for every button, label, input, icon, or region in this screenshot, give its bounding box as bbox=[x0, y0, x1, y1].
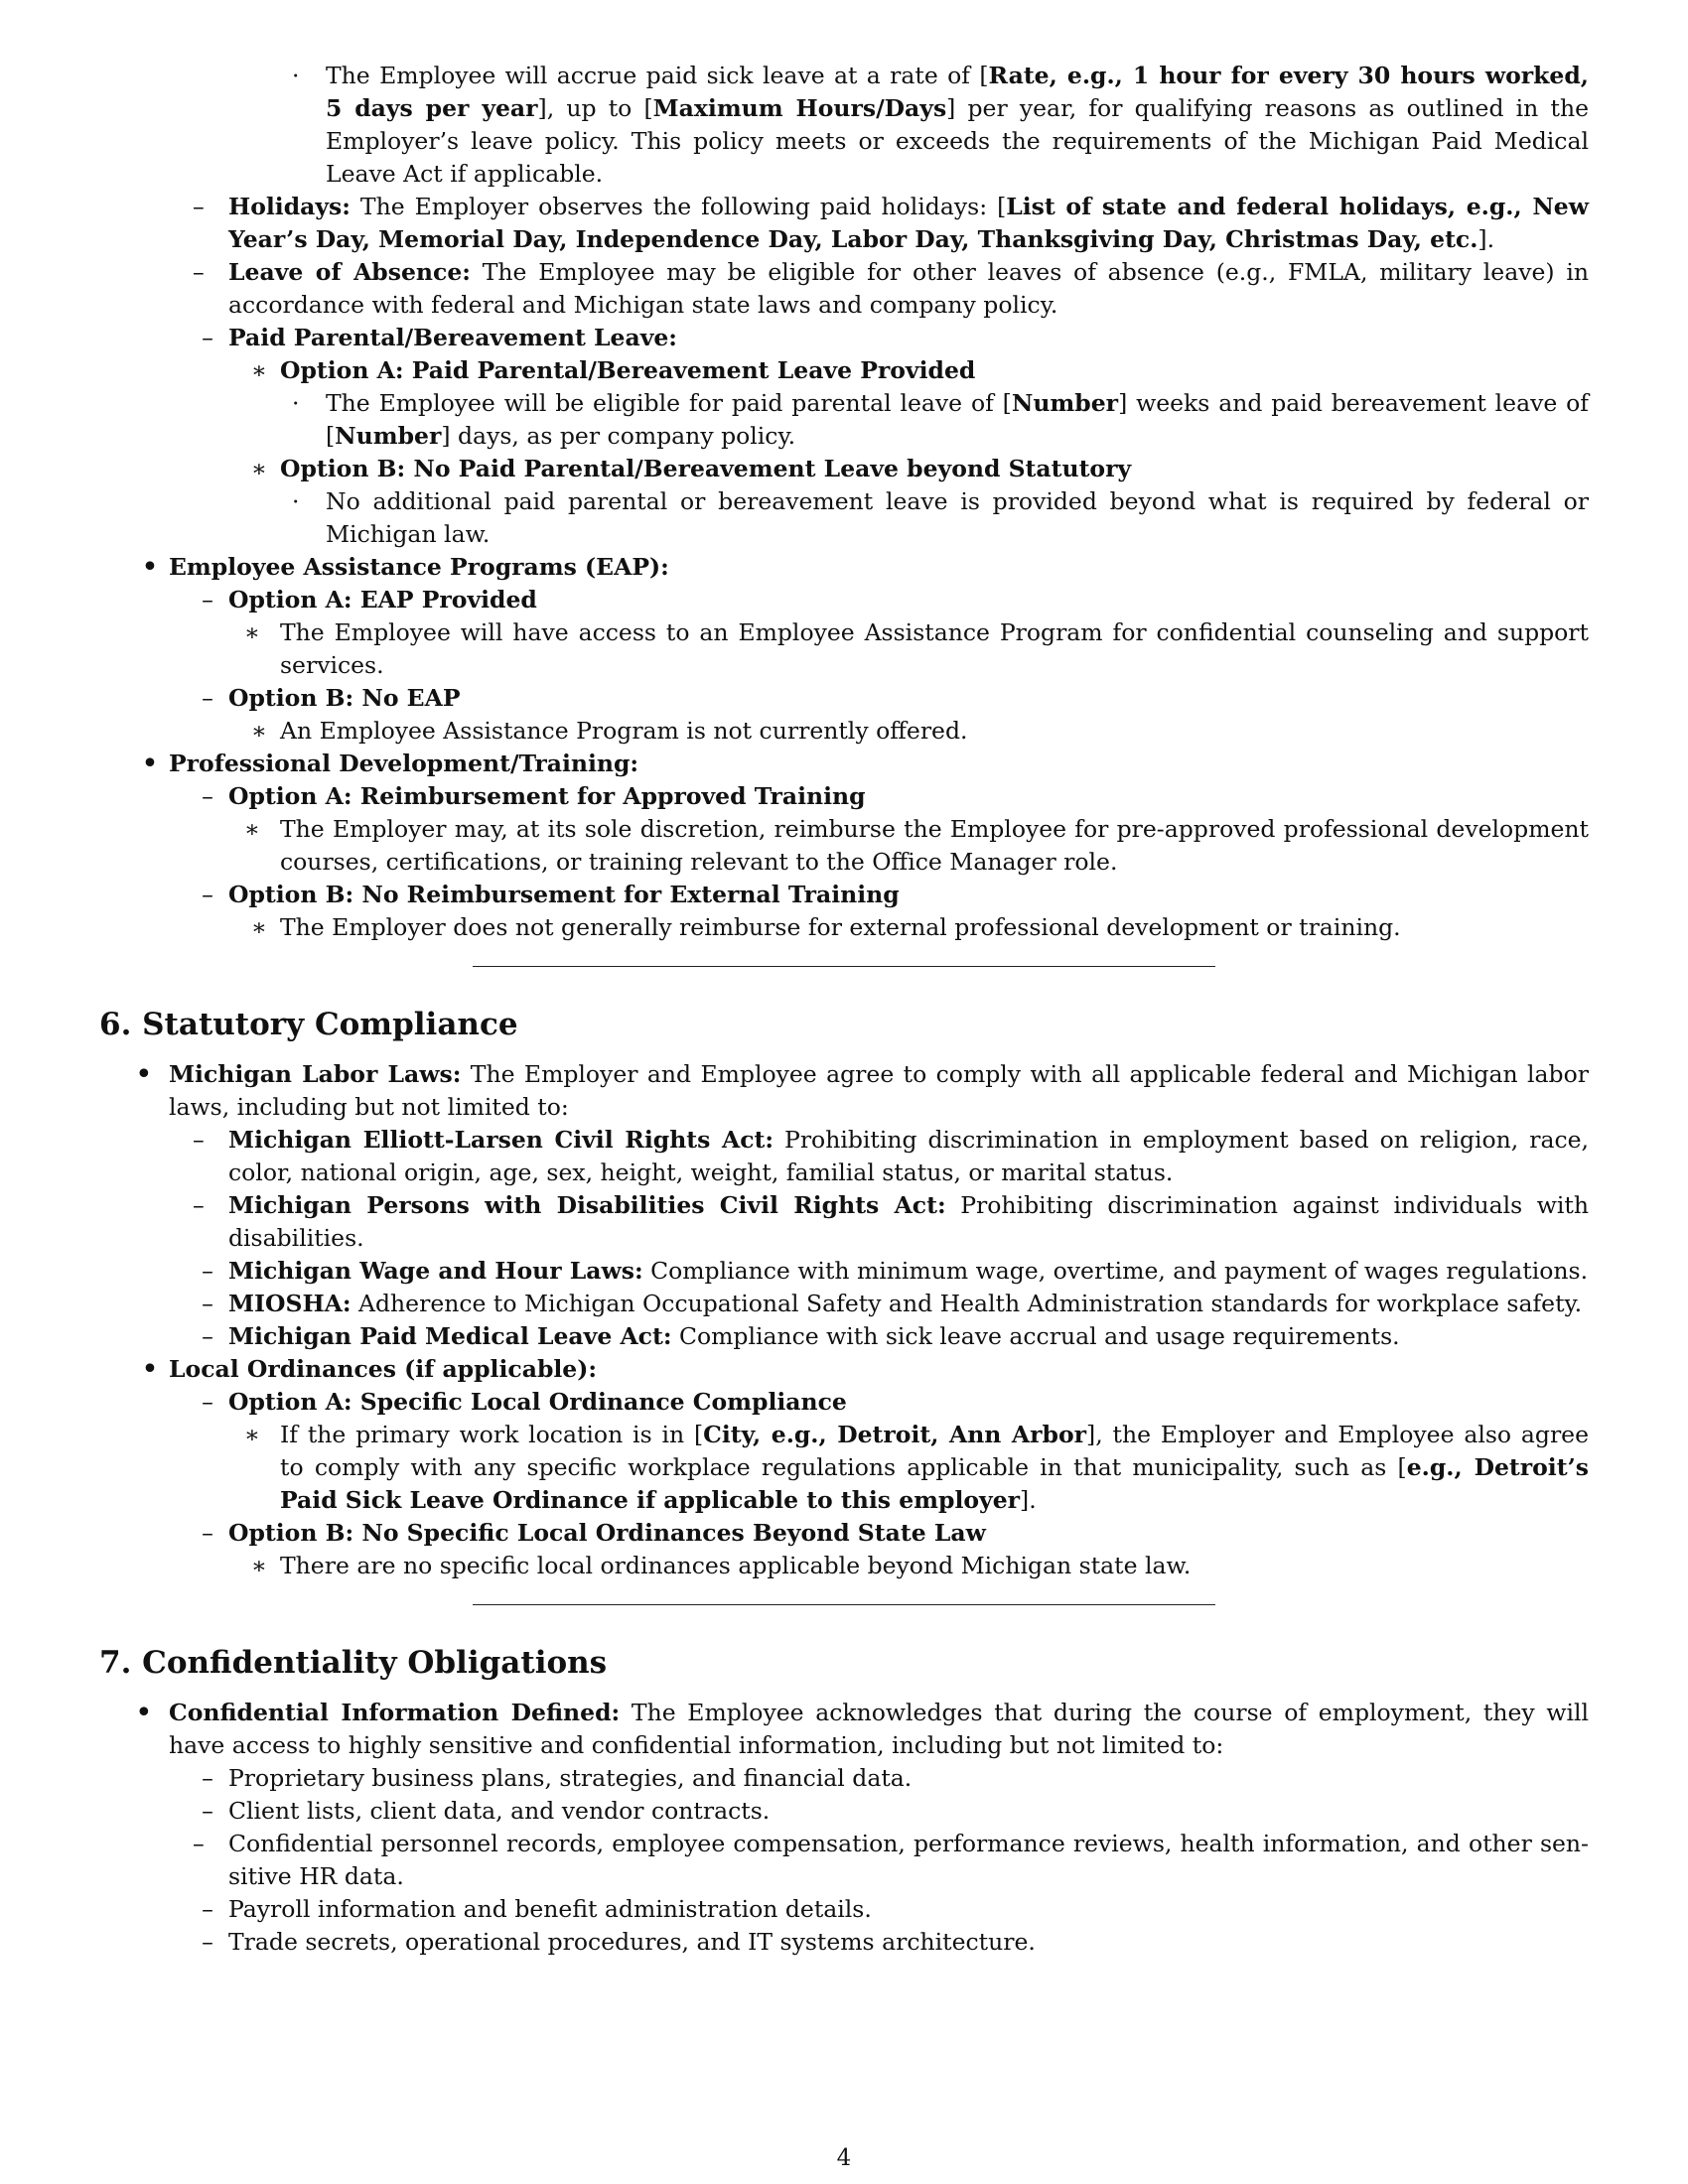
parental-option-a-text: [Number] days, as per company policy. bbox=[326, 422, 796, 450]
confidential-list-item: – Trade secrets, operational procedures, and IT systems architecture. bbox=[99, 1926, 1589, 1959]
labor-laws-item-cont: laws, including but not limited to: bbox=[169, 1093, 569, 1121]
pwdcra-item: – Michigan Persons with Disabilities Civil Rights Act: Prohibiting discrimination against individuals with bbox=[99, 1189, 1589, 1222]
local-option-a: – Option A: Specific Local Ordinance Compliance bbox=[99, 1386, 1589, 1419]
eap-option-a-text: services. bbox=[280, 651, 384, 679]
dash-marker: – bbox=[193, 193, 205, 220]
dash-marker: – bbox=[202, 1388, 213, 1416]
local-option-a-text: Paid Sick Leave Ordinance if applicable to this employer]. bbox=[280, 1486, 1037, 1514]
dot-marker: · bbox=[292, 62, 300, 89]
dash-marker: – bbox=[193, 1191, 205, 1219]
parental-option-b: ∗ Option B: No Paid Parental/Bereavement Leave beyond Statutory bbox=[99, 453, 1589, 485]
confidential-list-item: – Confidential personnel records, employee compensation, performance reviews, health information, and other sen- bbox=[99, 1828, 1589, 1860]
local-ordinances-item: • Local Ordinances (if applicable): bbox=[99, 1353, 1589, 1386]
section-divider bbox=[473, 1604, 1215, 1605]
dash-marker: – bbox=[202, 1519, 213, 1547]
parental-option-b-text: · No additional paid parental or bereavement leave is provided beyond what is required by federal or bbox=[99, 485, 1589, 518]
pwdcra-item-cont: disabilities. bbox=[228, 1224, 364, 1252]
dash-marker: – bbox=[193, 1830, 205, 1857]
section-6-heading: 6. Statutory Compliance bbox=[99, 1007, 518, 1042]
wage-hour-item: – Michigan Wage and Hour Laws: Compliance with minimum wage, overtime, and payment of wages regulations. bbox=[99, 1255, 1589, 1288]
star-marker: ∗ bbox=[244, 1421, 260, 1448]
star-marker: ∗ bbox=[251, 455, 267, 482]
dash-marker: – bbox=[202, 881, 213, 908]
bullet-marker: • bbox=[135, 1057, 153, 1092]
training-option-a-text: ∗ The Employer may, at its sole discretion, reimburse the Employee for pre-approved professional development bbox=[99, 813, 1589, 846]
dash-marker: – bbox=[202, 684, 213, 712]
labor-laws-item: • Michigan Labor Laws: The Employer and Employee agree to comply with all applicable federal and Michigan labor bbox=[135, 1057, 1589, 1092]
dash-marker: – bbox=[202, 1257, 213, 1285]
dash-marker: – bbox=[202, 1895, 213, 1923]
local-option-b: – Option B: No Specific Local Ordinances Beyond State Law bbox=[99, 1517, 1589, 1550]
dash-marker: – bbox=[202, 1797, 213, 1825]
confidential-info-item-cont: have access to highly sensitive and confidential information, including but not limited to: bbox=[169, 1731, 1224, 1759]
local-option-a-text: ∗ If the primary work location is in [City, e.g., Detroit, Ann Arbor], the Employer and Employee also agree bbox=[99, 1419, 1589, 1451]
section-7-heading: 7. Confidentiality Obligations bbox=[99, 1645, 608, 1681]
eap-option-a-text: ∗ The Employee will have access to an Employee Assistance Program for confidential counseling and support bbox=[99, 616, 1589, 649]
holidays-item-cont: Year’s Day, Memorial Day, Independence Day, Labor Day, Thanksgiving Day, Christmas Day, etc.]. bbox=[228, 225, 1495, 253]
confidential-info-item: • Confidential Information Defined: The Employee acknowledges that during the course of employment, they will bbox=[135, 1696, 1589, 1730]
confidential-list-item: – Payroll information and benefit administration details. bbox=[99, 1893, 1589, 1926]
sick-leave-line: · The Employee will accrue paid sick leave at a rate of [Rate, e.g., 1 hour for every 30 hours worked, bbox=[99, 60, 1589, 92]
leave-absence-item: – Leave of Absence: The Employee may be eligible for other leaves of absence (e.g., FMLA, military leave) in bbox=[99, 256, 1589, 289]
star-marker: ∗ bbox=[251, 717, 267, 745]
training-option-b: – Option B: No Reimbursement for External Training bbox=[99, 879, 1589, 911]
bullet-marker: • bbox=[135, 1696, 153, 1730]
local-option-b-text: ∗ There are no specific local ordinances applicable beyond Michigan state law. bbox=[99, 1550, 1589, 1582]
holidays-item: – Holidays: The Employer observes the following paid holidays: [List of state and federal holidays, e.g., New bbox=[99, 191, 1589, 223]
page-number: 4 bbox=[836, 2145, 852, 2171]
local-option-a-text: to comply with any specific workplace regulations applicable in that municipality, such as [e.g., Detroit’s bbox=[280, 1453, 1590, 1481]
confidential-list-item: – Client lists, client data, and vendor contracts. bbox=[99, 1795, 1589, 1828]
eap-item: • Employee Assistance Programs (EAP): bbox=[99, 551, 1589, 584]
parental-option-b-text: Michigan law. bbox=[326, 520, 491, 548]
document-page bbox=[99, 60, 1589, 1959]
training-option-b-text: ∗ The Employer does not generally reimburse for external professional development or training. bbox=[99, 911, 1589, 944]
star-marker: ∗ bbox=[244, 618, 260, 646]
dot-marker: · bbox=[292, 487, 300, 515]
star-marker: ∗ bbox=[251, 1552, 267, 1579]
miosha-item: – MIOSHA: Adherence to Michigan Occupational Safety and Health Administration standards for workplace safety. bbox=[99, 1288, 1589, 1320]
bullet-marker: • bbox=[141, 1352, 159, 1387]
eap-option-a: – Option A: EAP Provided bbox=[99, 584, 1589, 616]
section-divider bbox=[473, 966, 1215, 967]
parental-option-a: ∗ Option A: Paid Parental/Bereavement Leave Provided bbox=[99, 354, 1589, 387]
dot-marker: · bbox=[292, 389, 300, 417]
bullet-marker: • bbox=[141, 550, 159, 585]
dash-marker: – bbox=[202, 1764, 213, 1792]
parental-option-a-text: · The Employee will be eligible for paid parental leave of [Number] weeks and paid bereavement leave of bbox=[99, 387, 1589, 420]
training-option-a: – Option A: Reimbursement for Approved Training bbox=[99, 780, 1589, 813]
parental-item: – Paid Parental/Bereavement Leave: bbox=[99, 322, 1589, 354]
training-item: • Professional Development/Training: bbox=[99, 748, 1589, 780]
dash-marker: – bbox=[202, 782, 213, 810]
confidential-list-item: – Proprietary business plans, strategies, and financial data. bbox=[99, 1762, 1589, 1795]
eap-option-b-text: ∗ An Employee Assistance Program is not currently offered. bbox=[99, 715, 1589, 748]
training-option-a-text: courses, certifications, or training relevant to the Office Manager role. bbox=[280, 848, 1118, 876]
eap-option-b: – Option B: No EAP bbox=[99, 682, 1589, 715]
dash-marker: – bbox=[193, 258, 205, 286]
confidential-list-item-cont: sitive HR data. bbox=[228, 1862, 404, 1890]
star-marker: ∗ bbox=[251, 356, 267, 384]
sick-leave-line: Employer’s leave policy. This policy meets or exceeds the requirements of the Michigan Paid Medical bbox=[326, 127, 1589, 155]
elcra-item-cont: color, national origin, age, sex, height, weight, familial status, or marital status. bbox=[228, 1159, 1174, 1186]
pmla-item: – Michigan Paid Medical Leave Act: Compliance with sick leave accrual and usage requirements. bbox=[99, 1320, 1589, 1353]
elcra-item: – Michigan Elliott-Larsen Civil Rights Act: Prohibiting discrimination in employment based on religion, race, bbox=[99, 1124, 1589, 1157]
leave-absence-item-cont: accordance with federal and Michigan state laws and company policy. bbox=[228, 291, 1058, 319]
dash-marker: – bbox=[202, 1928, 213, 1956]
dash-marker: – bbox=[202, 1290, 213, 1317]
sick-leave-line: 5 days per year], up to [Maximum Hours/Days] per year, for qualifying reasons as outlined in the bbox=[326, 94, 1589, 122]
dash-marker: – bbox=[202, 324, 213, 351]
dash-marker: – bbox=[202, 586, 213, 614]
dash-marker: – bbox=[193, 1126, 205, 1154]
bullet-marker: • bbox=[141, 747, 159, 781]
star-marker: ∗ bbox=[244, 815, 260, 843]
sick-leave-line: Leave Act if applicable. bbox=[326, 160, 604, 188]
star-marker: ∗ bbox=[251, 913, 267, 941]
dash-marker: – bbox=[202, 1322, 213, 1350]
